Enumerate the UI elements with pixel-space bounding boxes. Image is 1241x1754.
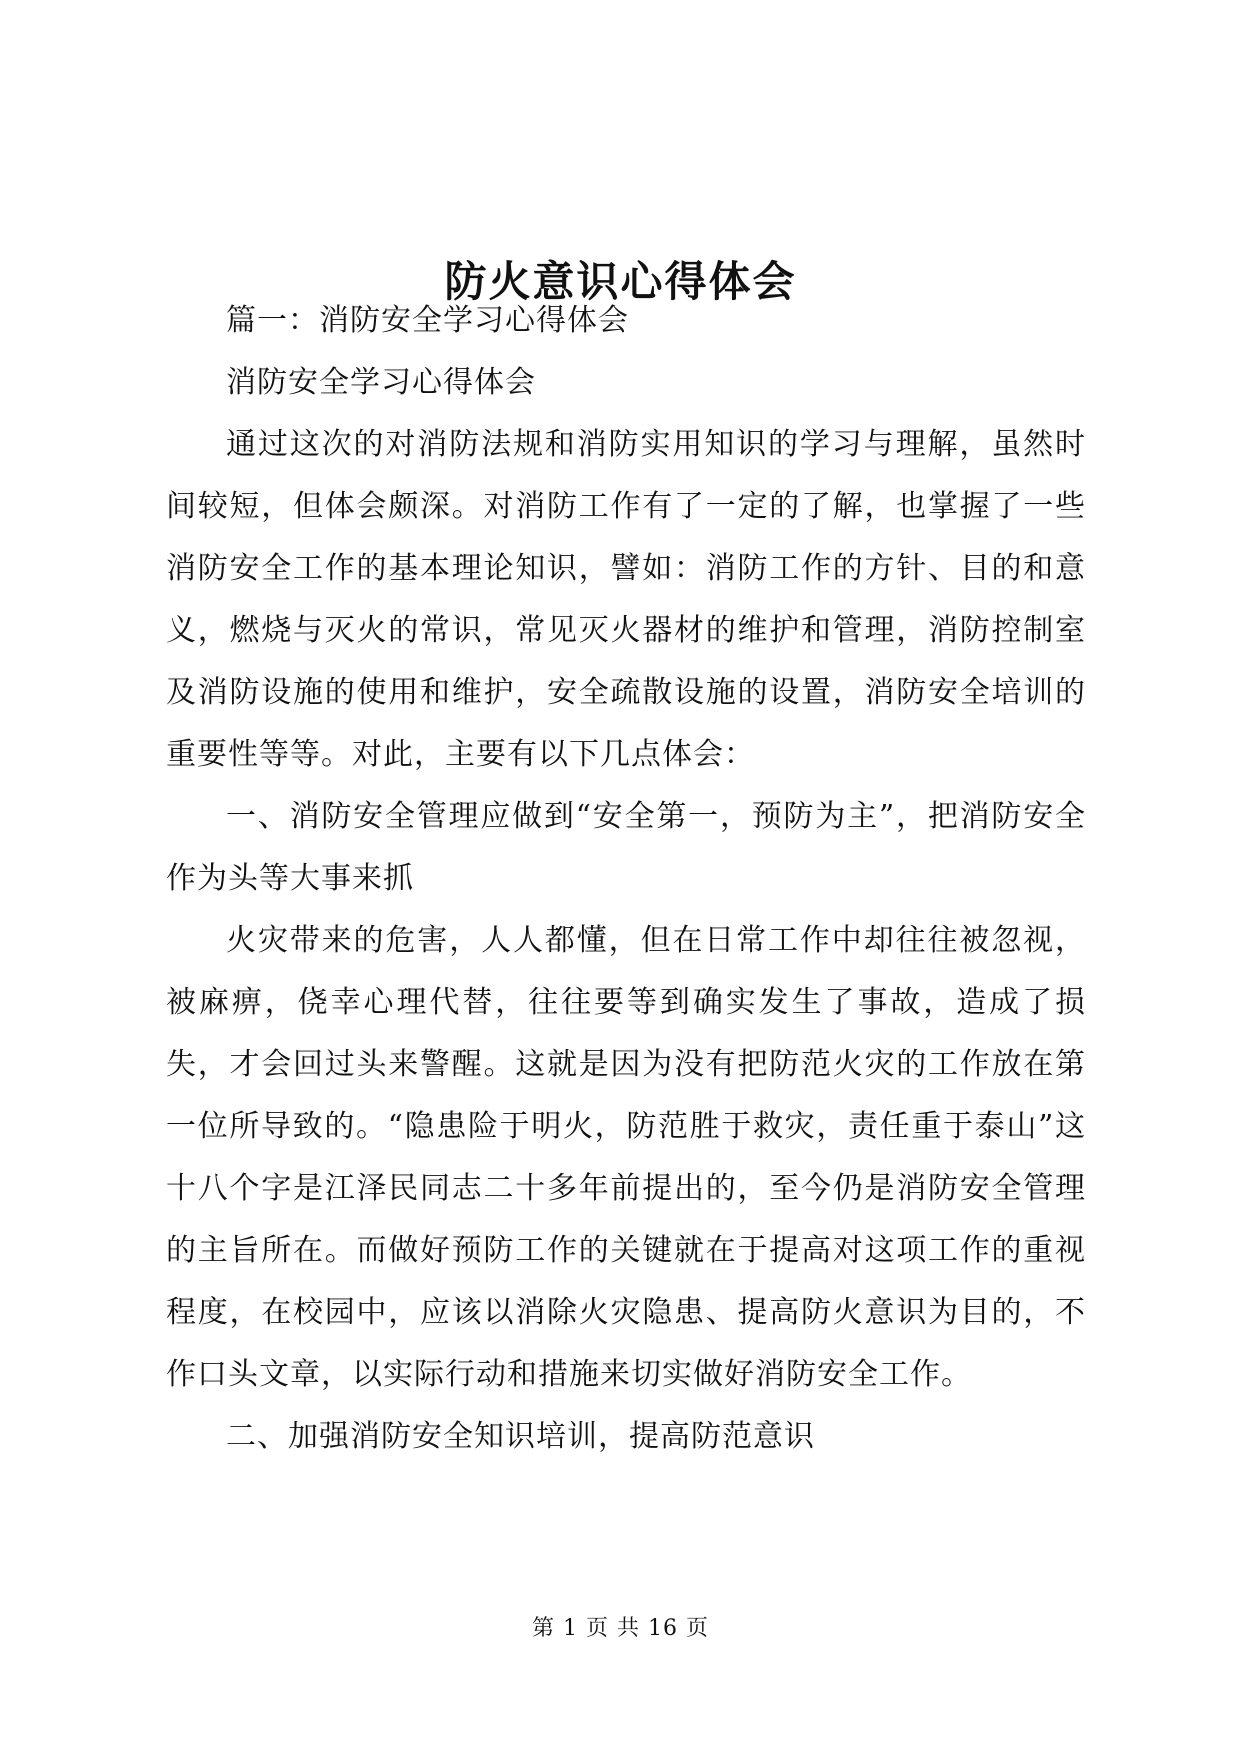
paragraph-point-one-body: 火灾带来的危害，人人都懂，但在日常工作中却往往被忽视，被麻痹，侥幸心理代替，往往要等到确实发生了事故，造成了损失，才会回过头来警醒。这就是因为没有把防范火灾的工作放在第一位所导致的。“隐患险于明火，防范胜于救灾，责任重于泰山”这十八个字是江泽民同志二十多年前提出的，至今仍是消防安全管理的主旨所在。而做好预防工作的关键就在于提高对这项工作的重视程度，在校园中，应该以消除火灾隐患、提高防火意识为目的，不作口头文章，以实际行动和措施来切实做好消防安全工作。: [166, 923, 1086, 1392]
paragraph-intro: 通过这次的对消防法规和消防实用知识的学习与理解，虽然时间较短，但体会颇深。对消防工作有了一定的了解，也掌握了一些消防安全工作的基本理论知识，譬如：消防工作的方针、目的和意义，燃烧与灭火的常识，常见灭火器材的维护和管理，消防控制室及消防设施的使用和维护，安全疏散设施的设置，消防安全培训的重要性等等。对此，主要有以下几点体会：: [166, 427, 1086, 772]
paragraph-subtitle: 消防安全学习心得体会: [226, 365, 536, 400]
page-number-footer: 第 1 页 共 16 页: [532, 1616, 709, 1641]
paragraph-point-two-heading: 二、加强消防安全知识培训，提高防范意识: [226, 1419, 815, 1454]
document-title: 防火意识心得体会: [444, 257, 797, 307]
paragraph-chapter-heading: 篇一：消防安全学习心得体会: [226, 303, 629, 338]
document-body: [166, 290, 1086, 1468]
paragraph-point-one-heading: 一、消防安全管理应做到“安全第一，预防为主”，把消防安全作为头等大事来抓: [166, 799, 1086, 896]
